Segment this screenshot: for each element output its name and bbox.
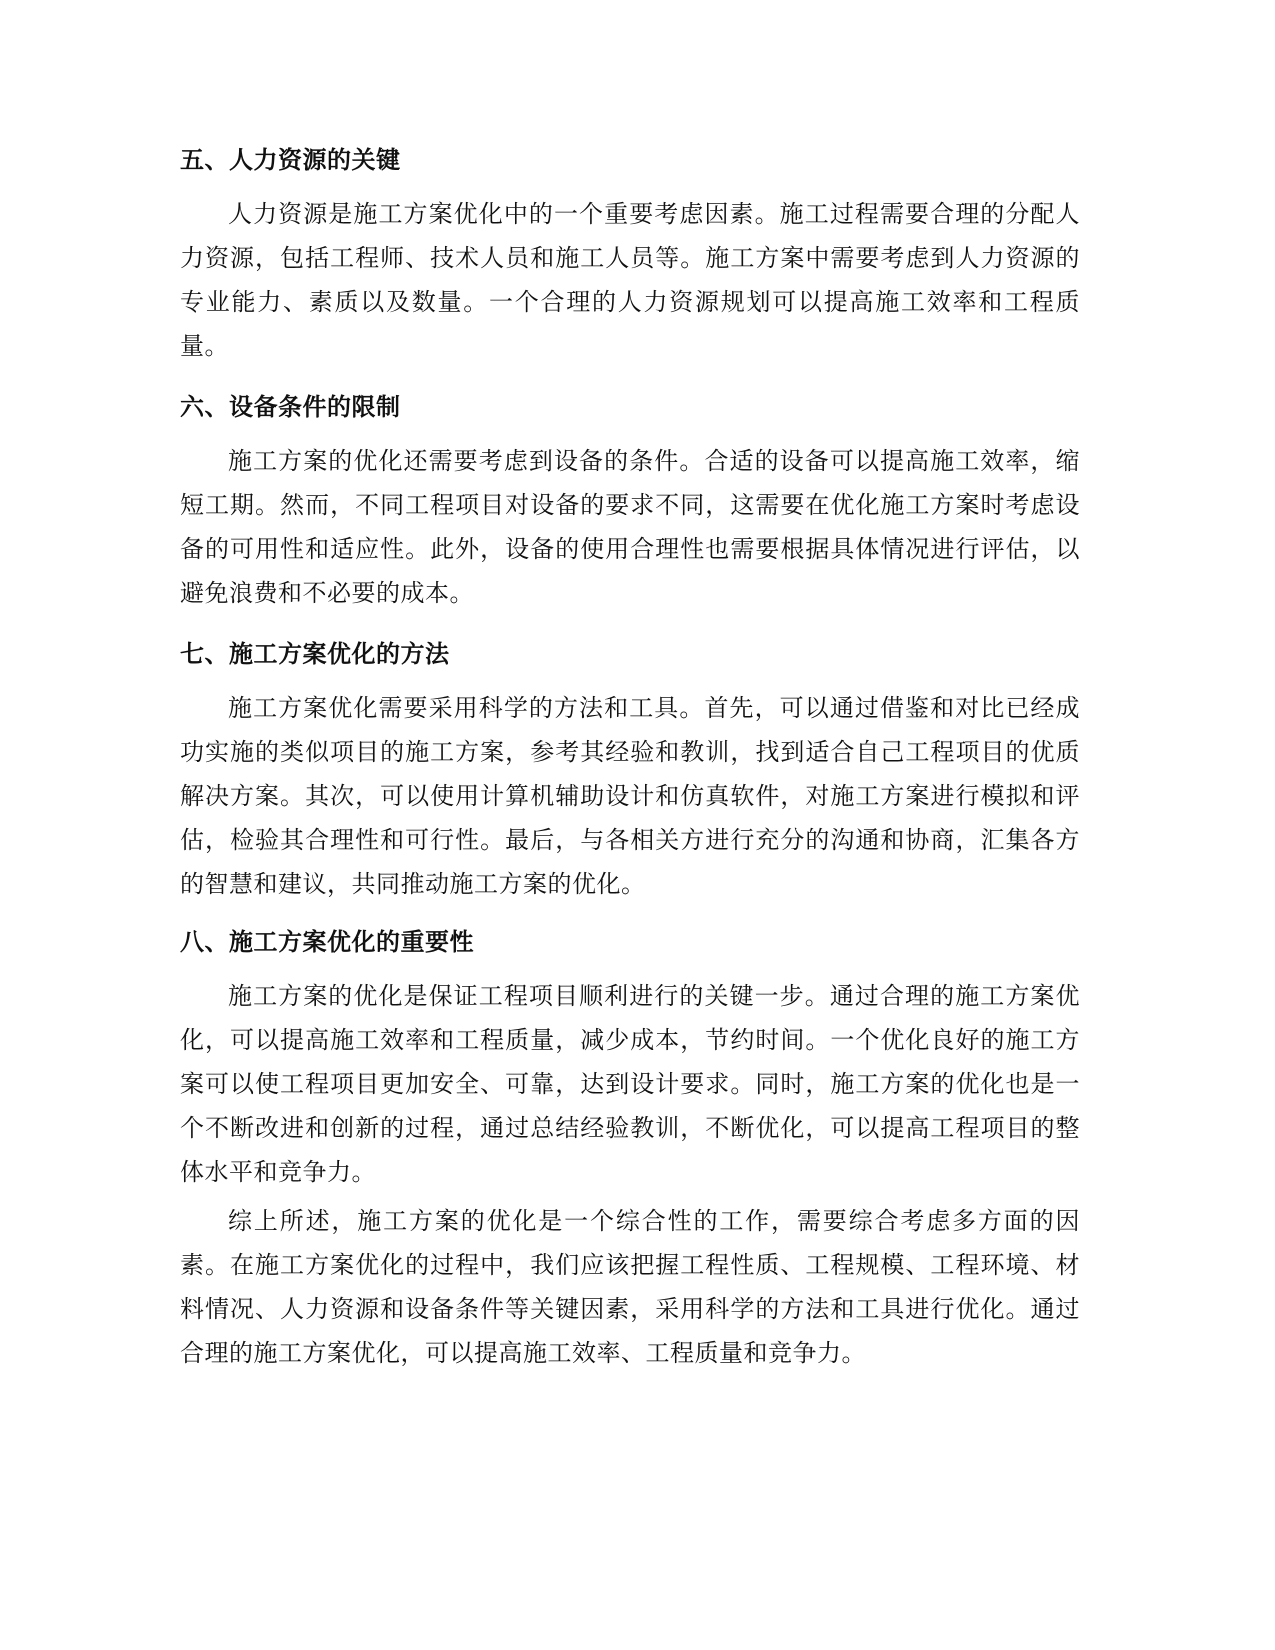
section-heading: 六、设备条件的限制 [180,393,401,421]
section-conclusion [180,1199,1080,1389]
section-paragraph: 施工方案优化需要采用科学的方法和工具。首先，可以通过借鉴和对比已经成功实施的类似项目的施工方案，参考其经验和教训，找到适合自己工程项目的优质解决方案。其次，可以使用计算机辅助设计和仿真软件，对施工方案进行模拟和评估，检验其合理性和可行性。最后，与各相关方进行充分的沟通和协商，汇集各方的智慧和建议，共同推动施工方案的优化。 [180,694,1080,898]
section-optimization-methods [180,636,1080,920]
section-optimization-importance [180,924,1080,1208]
section-heading: 八、施工方案优化的重要性 [180,928,474,956]
section-heading: 七、施工方案优化的方法 [180,640,450,668]
conclusion-paragraph: 综上所述，施工方案的优化是一个综合性的工作，需要综合考虑多方面的因素。在施工方案优化的过程中，我们应该把握工程性质、工程规模、工程环境、材料情况、人力资源和设备条件等关键因素，采用科学的方法和工具进行优化。通过合理的施工方案优化，可以提高施工效率、工程质量和竞争力。 [180,1207,1080,1367]
section-human-resources [180,142,1080,382]
section-paragraph: 施工方案的优化是保证工程项目顺利进行的关键一步。通过合理的施工方案优化，可以提高施工效率和工程质量，减少成本，节约时间。一个优化良好的施工方案可以使工程项目更加安全、可靠，达到设计要求。同时，施工方案的优化也是一个不断改进和创新的过程，通过总结经验教训，不断优化，可以提高工程项目的整体水平和竞争力。 [180,982,1080,1186]
section-paragraph: 施工方案的优化还需要考虑到设备的条件。合适的设备可以提高施工效率，缩短工期。然而，不同工程项目对设备的要求不同，这需要在优化施工方案时考虑设备的可用性和适应性。此外，设备的使用合理性也需要根据具体情况进行评估，以避免浪费和不必要的成本。 [180,447,1080,607]
section-heading: 五、人力资源的关键 [180,146,401,174]
section-equipment-conditions [180,389,1080,629]
section-paragraph: 人力资源是施工方案优化中的一个重要考虑因素。施工过程需要合理的分配人力资源，包括工程师、技术人员和施工人员等。施工方案中需要考虑到人力资源的专业能力、素质以及数量。一个合理的人力资源规划可以提高施工效率和工程质量。 [180,200,1080,360]
